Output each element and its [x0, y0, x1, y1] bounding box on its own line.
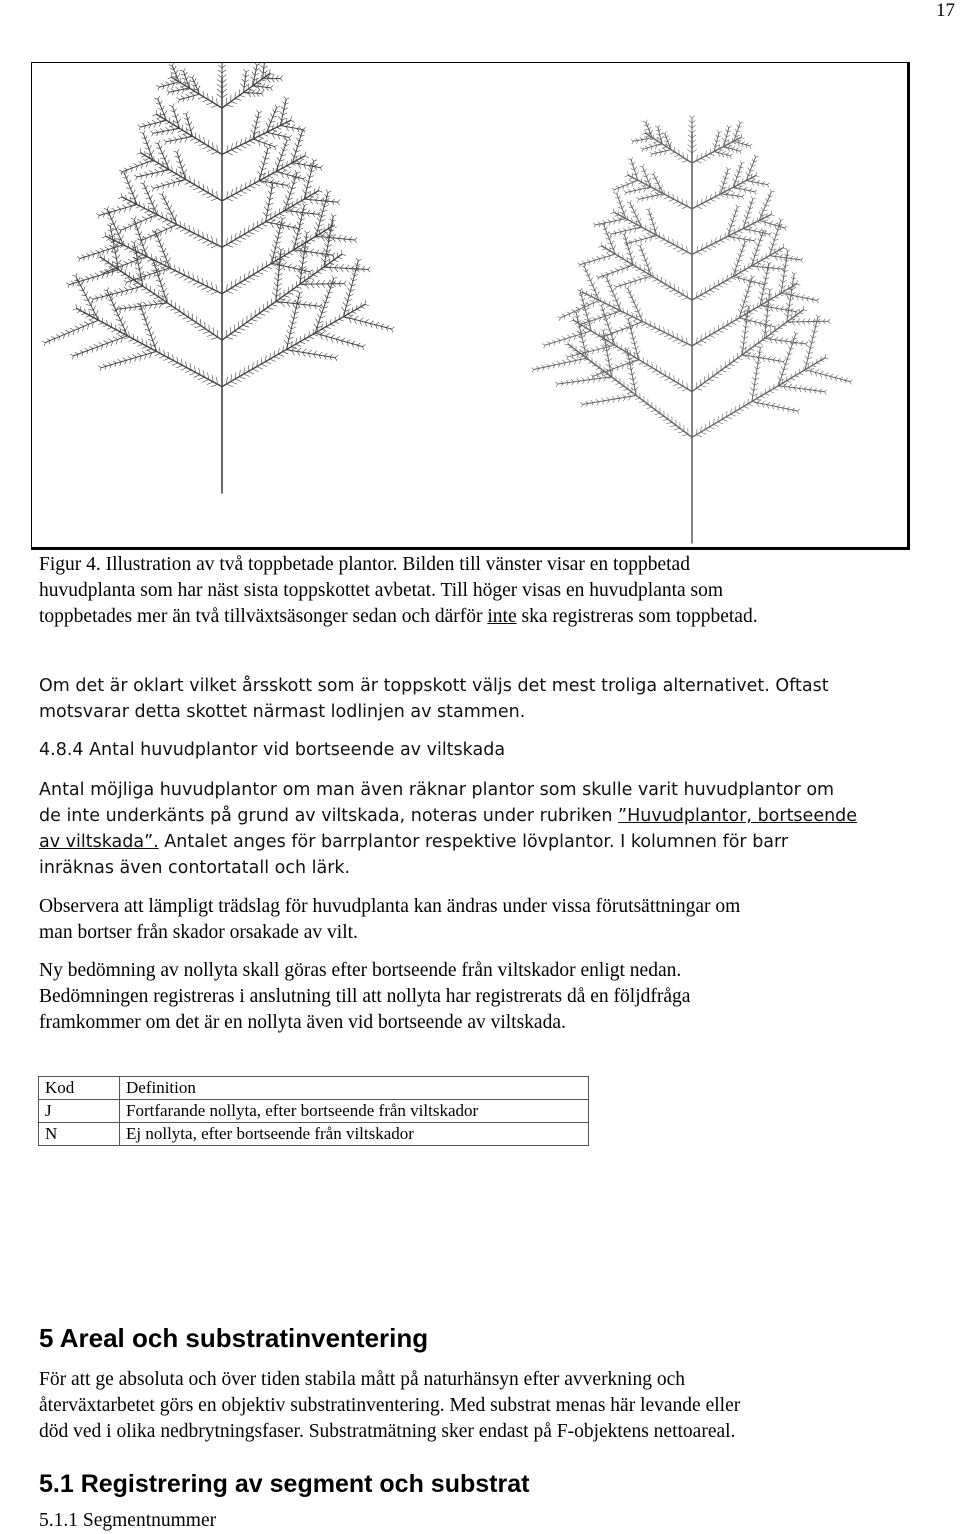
field-reference: av viltskada”. — [39, 832, 159, 852]
subsection-heading-4-8-4: 4.8.4 Antal huvudplantor vid bortseende av viltskada — [39, 740, 506, 760]
paragraph-line: framkommer om det är en nollyta även vid bortseende av viltskada. — [39, 1012, 566, 1033]
paragraph-line: Antal möjliga huvudplantor om man även räknar plantor som skulle varit huvudplantor om — [39, 780, 835, 800]
table-header-definition: Definition — [120, 1077, 589, 1100]
section-heading-5: 5 Areal och substratinventering — [39, 1323, 429, 1353]
table-row — [39, 1123, 589, 1146]
paragraph-line: motsvarar detta skottet närmast lodlinjen av stammen. — [39, 702, 526, 722]
table-cell-definition: Ej nollyta, efter bortseende från viltskador — [120, 1123, 589, 1146]
page-number: 17 — [936, 0, 955, 21]
paragraph-line: Bedömningen registreras i anslutning till att nollyta har registrerats då en följdfråga — [39, 986, 691, 1007]
caption-text: toppbetades mer än två tillväxtsäsonger sedan och därför — [39, 606, 488, 627]
figure-caption — [39, 552, 939, 630]
table-cell-kod: N — [39, 1123, 120, 1146]
kod-definition-table — [38, 1076, 589, 1146]
caption-text: ska registreras som toppbetad. — [516, 606, 758, 627]
paragraph-observera — [39, 894, 939, 946]
paragraph-line: inräknas även contortatall och lärk. — [39, 858, 351, 878]
caption-line: huvudplanta som har näst sista toppskottet avbetat. Till höger visas en huvudplanta som — [39, 580, 724, 601]
paragraph-line — [39, 803, 939, 829]
caption-emphasis: inte — [487, 606, 517, 627]
paragraph-line — [39, 829, 939, 855]
spruce-seedling-right-icon — [531, 116, 852, 543]
subsection-heading-5-1-1: 5.1.1 Segmentnummer — [39, 1510, 217, 1531]
figure-illustration — [31, 62, 910, 550]
table-header-kod: Kod — [39, 1077, 120, 1100]
paragraph-line: återväxtarbetet görs en objektiv substratinventering. Med substrat menas här levande eller — [39, 1395, 741, 1416]
caption-line — [39, 604, 939, 630]
paragraph-line: Observera att lämpligt trädslag för huvudplanta kan ändras under vissa förutsättningar om — [39, 896, 741, 917]
spruce-seedlings-drawing — [32, 63, 907, 547]
spruce-seedling-left-icon — [42, 63, 394, 493]
paragraph-ny-bedomning — [39, 958, 939, 1036]
table-cell-definition: Fortfarande nollyta, efter bortseende från viltskador — [120, 1100, 589, 1123]
paragraph-line: man bortser från skador orsakade av vilt. — [39, 922, 358, 943]
table-header-row — [39, 1077, 589, 1100]
paragraph-toppskott — [39, 673, 939, 725]
section-heading-5-1: 5.1 Registrering av segment och substrat — [39, 1470, 530, 1498]
table-row — [39, 1100, 589, 1123]
paragraph-line: död ved i olika nedbrytningsfaser. Substratmätning sker endast på F-objektens nettoareal. — [39, 1421, 736, 1442]
paragraph-substratinventering — [39, 1367, 939, 1445]
field-reference: ”Huvudplantor, bortseende — [618, 806, 858, 826]
caption-line: Figur 4. Illustration av två toppbetade plantor. Bilden till vänster visar en toppbetad — [39, 554, 690, 575]
paragraph-line: För att ge absoluta och över tiden stabila mått på naturhänsyn efter avverkning och — [39, 1369, 686, 1390]
paragraph-text: de inte underkänts på grund av viltskada, noteras under rubriken — [39, 806, 619, 826]
paragraph-huvudplantor — [39, 777, 939, 881]
paragraph-line: Om det är oklart vilket årsskott som är toppskott väljs det mest troliga alternativet. Oftast — [39, 676, 829, 696]
paragraph-line: Ny bedömning av nollyta skall göras efter bortseende från viltskador enligt nedan. — [39, 960, 682, 981]
table-cell-kod: J — [39, 1100, 120, 1123]
paragraph-text: Antalet anges för barrplantor respektive lövplantor. I kolumnen för barr — [158, 832, 789, 852]
